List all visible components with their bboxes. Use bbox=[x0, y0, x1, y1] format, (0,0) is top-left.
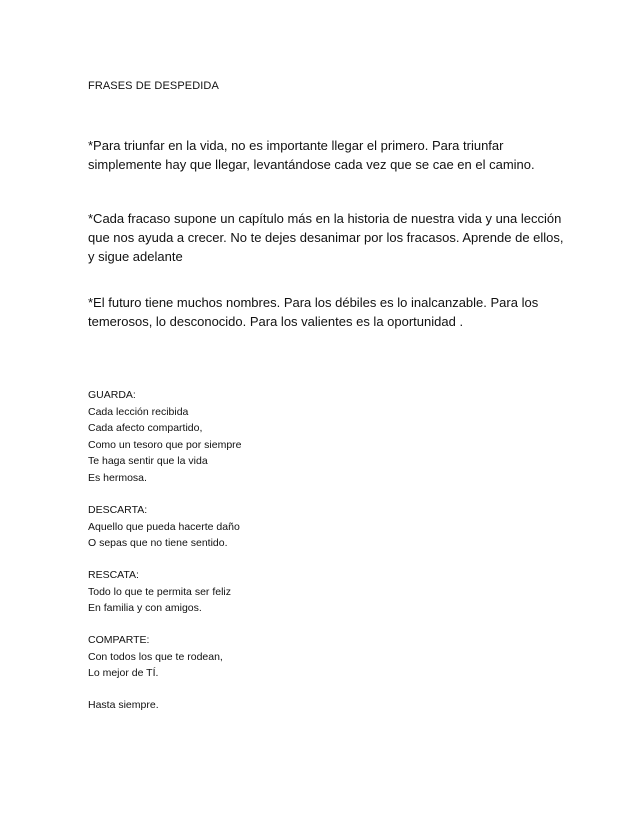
stanza-line: Todo lo que te permita ser feliz bbox=[88, 585, 231, 598]
stanza-line: Lo mejor de TÍ. bbox=[88, 667, 159, 680]
quote-line: temerosos, lo desconocido. Para los valientes es la oportunidad . bbox=[88, 314, 464, 329]
poem-stanza-rescata bbox=[88, 567, 231, 617]
stanza-line: O sepas que no tiene sentido. bbox=[88, 537, 228, 550]
stanza-heading: RESCATA: bbox=[88, 569, 139, 581]
quote-line: *Para triunfar en la vida, no es importante llegar el primero. Para triunfar bbox=[88, 138, 504, 153]
stanza-heading: DESCARTA: bbox=[88, 504, 148, 516]
quote-line: y sigue adelante bbox=[88, 249, 183, 264]
quote-paragraph bbox=[88, 293, 558, 331]
stanza-line: Como un tesoro que por siempre bbox=[88, 438, 242, 451]
stanza-line: Es hermosa. bbox=[88, 471, 147, 484]
stanza-line: Cada lección recibida bbox=[88, 405, 189, 418]
stanza-line: Aquello que pueda hacerte daño bbox=[88, 520, 240, 533]
closing-line: Hasta siempre. bbox=[88, 699, 159, 711]
stanza-heading: COMPARTE: bbox=[88, 634, 150, 646]
stanza-line: Cada afecto compartido, bbox=[88, 422, 203, 435]
document-title: FRASES DE DESPEDIDA bbox=[88, 80, 219, 92]
stanza-line: Con todos los que te rodean, bbox=[88, 650, 223, 663]
stanza-line: Te haga sentir que la vida bbox=[88, 455, 208, 468]
poem-stanza-comparte bbox=[88, 632, 223, 682]
quote-line: *El futuro tiene muchos nombres. Para los débiles es lo inalcanzable. Para los bbox=[88, 295, 539, 310]
quote-paragraph bbox=[88, 209, 564, 266]
stanza-heading: GUARDA: bbox=[88, 389, 136, 401]
quote-line: *Cada fracaso supone un capítulo más en la historia de nuestra vida y una lección bbox=[88, 211, 562, 226]
quote-line: simplemente hay que llegar, levantándose cada vez que se cae en el camino. bbox=[88, 157, 535, 172]
poem-stanza-guarda bbox=[88, 387, 242, 487]
poem-stanza-descarta bbox=[88, 502, 240, 552]
stanza-line: En familia y con amigos. bbox=[88, 602, 202, 615]
quote-line: que nos ayuda a crecer. No te dejes desanimar por los fracasos. Aprende de ellos, bbox=[88, 230, 564, 245]
quote-paragraph bbox=[88, 136, 558, 174]
